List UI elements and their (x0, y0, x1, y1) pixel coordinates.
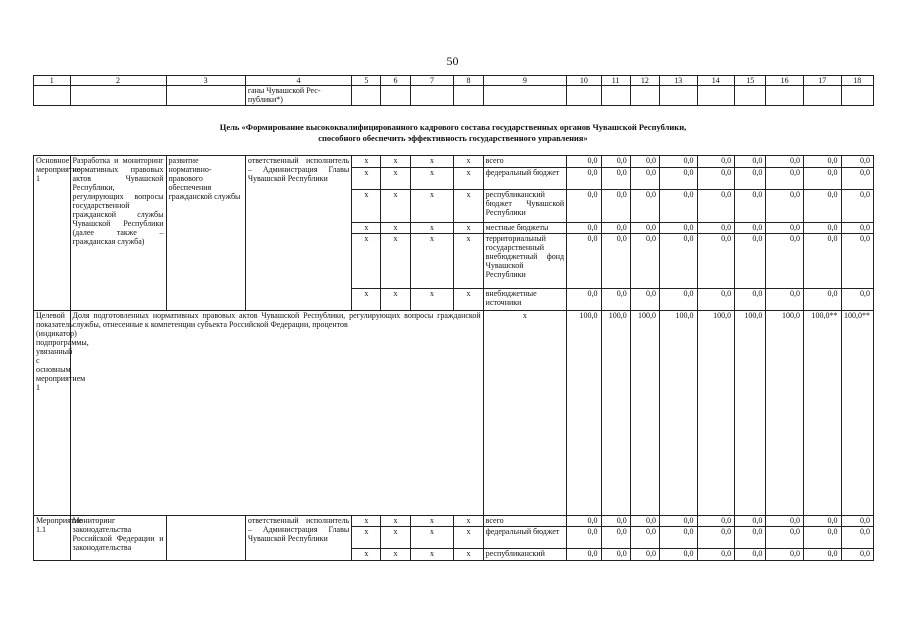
x-mark: x (410, 516, 454, 527)
funding-source: республиканский (483, 549, 566, 561)
x-mark: x (454, 156, 483, 168)
col-num: 1 (34, 76, 71, 86)
goal-line-2: способного обеспечить эффективность государственного управления» (318, 133, 588, 143)
indicator-mark: x (483, 311, 566, 516)
col-num: 7 (410, 76, 454, 86)
funding-value: 0,0 (697, 234, 735, 289)
funding-value: 0,0 (766, 549, 804, 561)
funding-value: 0,0 (697, 527, 735, 549)
main-event-goal: развитие нормативно-правового обеспечения гражданской службы (166, 156, 245, 311)
col-num: 12 (630, 76, 659, 86)
funding-value: 0,0 (803, 234, 841, 289)
x-mark: x (381, 223, 410, 234)
event-1-1-goal (166, 516, 245, 561)
funding-value: 0,0 (601, 168, 630, 190)
funding-value: 0,0 (601, 156, 630, 168)
funding-source: местные бюджеты (483, 223, 566, 234)
x-mark: x (352, 234, 381, 289)
x-mark: x (410, 527, 454, 549)
funding-value: 0,0 (735, 223, 766, 234)
x-mark: x (352, 223, 381, 234)
x-mark: x (352, 156, 381, 168)
funding-value: 0,0 (766, 223, 804, 234)
funding-value: 0,0 (841, 516, 874, 527)
funding-value: 0,0 (601, 549, 630, 561)
funding-source: республиканский бюджет Чувашской Республики (483, 190, 566, 223)
x-mark: x (352, 289, 381, 311)
funding-value: 0,0 (803, 527, 841, 549)
x-mark: x (381, 527, 410, 549)
main-table (33, 155, 874, 561)
funding-value: 0,0 (630, 190, 659, 223)
col-num: 4 (245, 76, 351, 86)
x-mark: x (381, 234, 410, 289)
x-mark: x (352, 168, 381, 190)
x-mark: x (410, 168, 454, 190)
x-mark: x (454, 549, 483, 561)
funding-value: 0,0 (630, 549, 659, 561)
funding-value: 0,0 (766, 156, 804, 168)
funding-value: 0,0 (630, 234, 659, 289)
indicator-row (34, 311, 874, 516)
funding-value: 0,0 (735, 156, 766, 168)
funding-value: 0,0 (697, 516, 735, 527)
funding-value: 0,0 (766, 289, 804, 311)
x-mark: x (381, 549, 410, 561)
main-event-responsible: ответственный исполнитель – Администрация Главы Чувашской Республики (245, 156, 351, 311)
funding-value: 0,0 (803, 516, 841, 527)
col-num: 9 (483, 76, 566, 86)
funding-value: 0,0 (659, 156, 697, 168)
funding-value: 0,0 (659, 190, 697, 223)
funding-value: 0,0 (630, 168, 659, 190)
funding-value: 0,0 (841, 168, 874, 190)
event-1-1-label: Мероприятие 1.1 (34, 516, 71, 561)
funding-value: 0,0 (735, 168, 766, 190)
indicator-text: Доля подготовленных нормативных правовых актов Чувашской Республики, регулирующих вопросы гражданской службы, отнесенные к компетенции субъекта Российской Федерации, процентов (70, 311, 483, 516)
funding-value: 0,0 (803, 223, 841, 234)
funding-value: 0,0 (697, 223, 735, 234)
main-event-label: Основное мероприятие 1 (34, 156, 71, 311)
funding-value: 0,0 (803, 549, 841, 561)
x-mark: x (454, 516, 483, 527)
funding-value: 0,0 (567, 190, 601, 223)
funding-value: 0,0 (630, 223, 659, 234)
funding-value: 0,0 (735, 549, 766, 561)
main-event-name: Разработка и мониторинг нормативных правовых актов Чувашской Республики, регулирующих вопросы государственной гражданской службы Чувашской Республики (далее также – гражданская служба) (70, 156, 166, 311)
funding-value: 0,0 (735, 190, 766, 223)
funding-value: 0,0 (567, 289, 601, 311)
x-mark: x (352, 549, 381, 561)
funding-value: 0,0 (766, 527, 804, 549)
funding-value: 0,0 (841, 549, 874, 561)
funding-value: 0,0 (659, 289, 697, 311)
x-mark: x (454, 527, 483, 549)
indicator-value: 100,0** (803, 311, 841, 516)
funding-value: 0,0 (659, 168, 697, 190)
x-mark: x (454, 190, 483, 223)
col-num: 17 (803, 76, 841, 86)
col-num: 6 (381, 76, 410, 86)
funding-value: 0,0 (766, 516, 804, 527)
goal-line-1: Цель «Формирование высококвалифицированного кадрового состава государственных органов Чувашской Республики, (219, 122, 687, 132)
funding-source: территориальный государственный внебюджетный фонд Чувашской Республики (483, 234, 566, 289)
x-mark: x (352, 190, 381, 223)
funding-value: 0,0 (735, 234, 766, 289)
x-mark: x (410, 156, 454, 168)
funding-value: 0,0 (841, 527, 874, 549)
funding-value: 0,0 (567, 549, 601, 561)
indicator-value: 100,0 (630, 311, 659, 516)
funding-value: 0,0 (659, 516, 697, 527)
x-mark: x (381, 156, 410, 168)
funding-value: 0,0 (803, 190, 841, 223)
funding-value: 0,0 (567, 223, 601, 234)
col-num: 8 (454, 76, 483, 86)
funding-value: 0,0 (601, 516, 630, 527)
funding-source: всего (483, 516, 566, 527)
goal-heading (33, 122, 873, 144)
col-num: 10 (567, 76, 601, 86)
funding-value: 0,0 (697, 168, 735, 190)
funding-source: федеральный бюджет (483, 527, 566, 549)
col-num: 13 (659, 76, 697, 86)
table-row (34, 156, 874, 168)
column-number-header (33, 75, 874, 106)
indicator-value: 100,0 (567, 311, 601, 516)
x-mark: x (381, 516, 410, 527)
indicator-value: 100,0 (735, 311, 766, 516)
funding-source: федеральный бюджет (483, 168, 566, 190)
funding-value: 0,0 (697, 156, 735, 168)
table-row (34, 516, 874, 527)
indicator-value: 100,0 (601, 311, 630, 516)
x-mark: x (381, 190, 410, 223)
funding-value: 0,0 (841, 223, 874, 234)
funding-source: всего (483, 156, 566, 168)
indicator-value: 100,0 (659, 311, 697, 516)
indicator-value: 100,0 (766, 311, 804, 516)
funding-value: 0,0 (766, 168, 804, 190)
col-num: 3 (166, 76, 245, 86)
funding-value: 0,0 (766, 190, 804, 223)
col-num: 15 (735, 76, 766, 86)
funding-value: 0,0 (735, 527, 766, 549)
x-mark: x (352, 527, 381, 549)
funding-value: 0,0 (601, 289, 630, 311)
funding-value: 0,0 (659, 234, 697, 289)
funding-value: 0,0 (567, 234, 601, 289)
x-mark: x (381, 289, 410, 311)
carryover-text: ганы Чувашской Рес-публики*) (245, 86, 351, 106)
funding-value: 0,0 (841, 190, 874, 223)
indicator-value: 100,0** (841, 311, 874, 516)
x-mark: x (454, 168, 483, 190)
funding-value: 0,0 (630, 289, 659, 311)
x-mark: x (381, 168, 410, 190)
funding-value: 0,0 (601, 234, 630, 289)
x-mark: x (454, 223, 483, 234)
col-num: 18 (841, 76, 874, 86)
funding-value: 0,0 (601, 190, 630, 223)
funding-value: 0,0 (697, 190, 735, 223)
indicator-label: Целевой показатель (индикатор) подпрограммы, увязанный с основным мероприятием 1 (34, 311, 71, 516)
x-mark: x (410, 223, 454, 234)
x-mark: x (454, 289, 483, 311)
funding-value: 0,0 (803, 168, 841, 190)
funding-value: 0,0 (630, 156, 659, 168)
x-mark: x (410, 549, 454, 561)
funding-value: 0,0 (601, 223, 630, 234)
page-number: 50 (446, 54, 459, 68)
funding-value: 0,0 (841, 234, 874, 289)
funding-value: 0,0 (601, 527, 630, 549)
funding-value: 0,0 (697, 289, 735, 311)
funding-value: 0,0 (841, 156, 874, 168)
funding-value: 0,0 (659, 223, 697, 234)
funding-value: 0,0 (803, 156, 841, 168)
indicator-value: 100,0 (697, 311, 735, 516)
col-num: 11 (601, 76, 630, 86)
col-num: 16 (766, 76, 804, 86)
funding-value: 0,0 (735, 516, 766, 527)
event-1-1-responsible: ответственный исполнитель – Администрация Главы Чувашской Республики (245, 516, 351, 561)
x-mark: x (352, 516, 381, 527)
x-mark: x (410, 234, 454, 289)
funding-value: 0,0 (567, 168, 601, 190)
col-num: 2 (70, 76, 166, 86)
funding-value: 0,0 (803, 289, 841, 311)
funding-value: 0,0 (567, 516, 601, 527)
funding-value: 0,0 (630, 516, 659, 527)
col-num: 14 (697, 76, 735, 86)
x-mark: x (454, 234, 483, 289)
funding-source: внебюджетные источники (483, 289, 566, 311)
funding-value: 0,0 (841, 289, 874, 311)
col-num: 5 (352, 76, 381, 86)
funding-value: 0,0 (630, 527, 659, 549)
funding-value: 0,0 (766, 234, 804, 289)
funding-value: 0,0 (735, 289, 766, 311)
x-mark: x (410, 289, 454, 311)
funding-value: 0,0 (567, 527, 601, 549)
event-1-1-name: Мониторинг законодательства Российской Федерации и законодательства (70, 516, 166, 561)
x-mark: x (410, 190, 454, 223)
funding-value: 0,0 (567, 156, 601, 168)
funding-value: 0,0 (659, 527, 697, 549)
funding-value: 0,0 (659, 549, 697, 561)
funding-value: 0,0 (697, 549, 735, 561)
